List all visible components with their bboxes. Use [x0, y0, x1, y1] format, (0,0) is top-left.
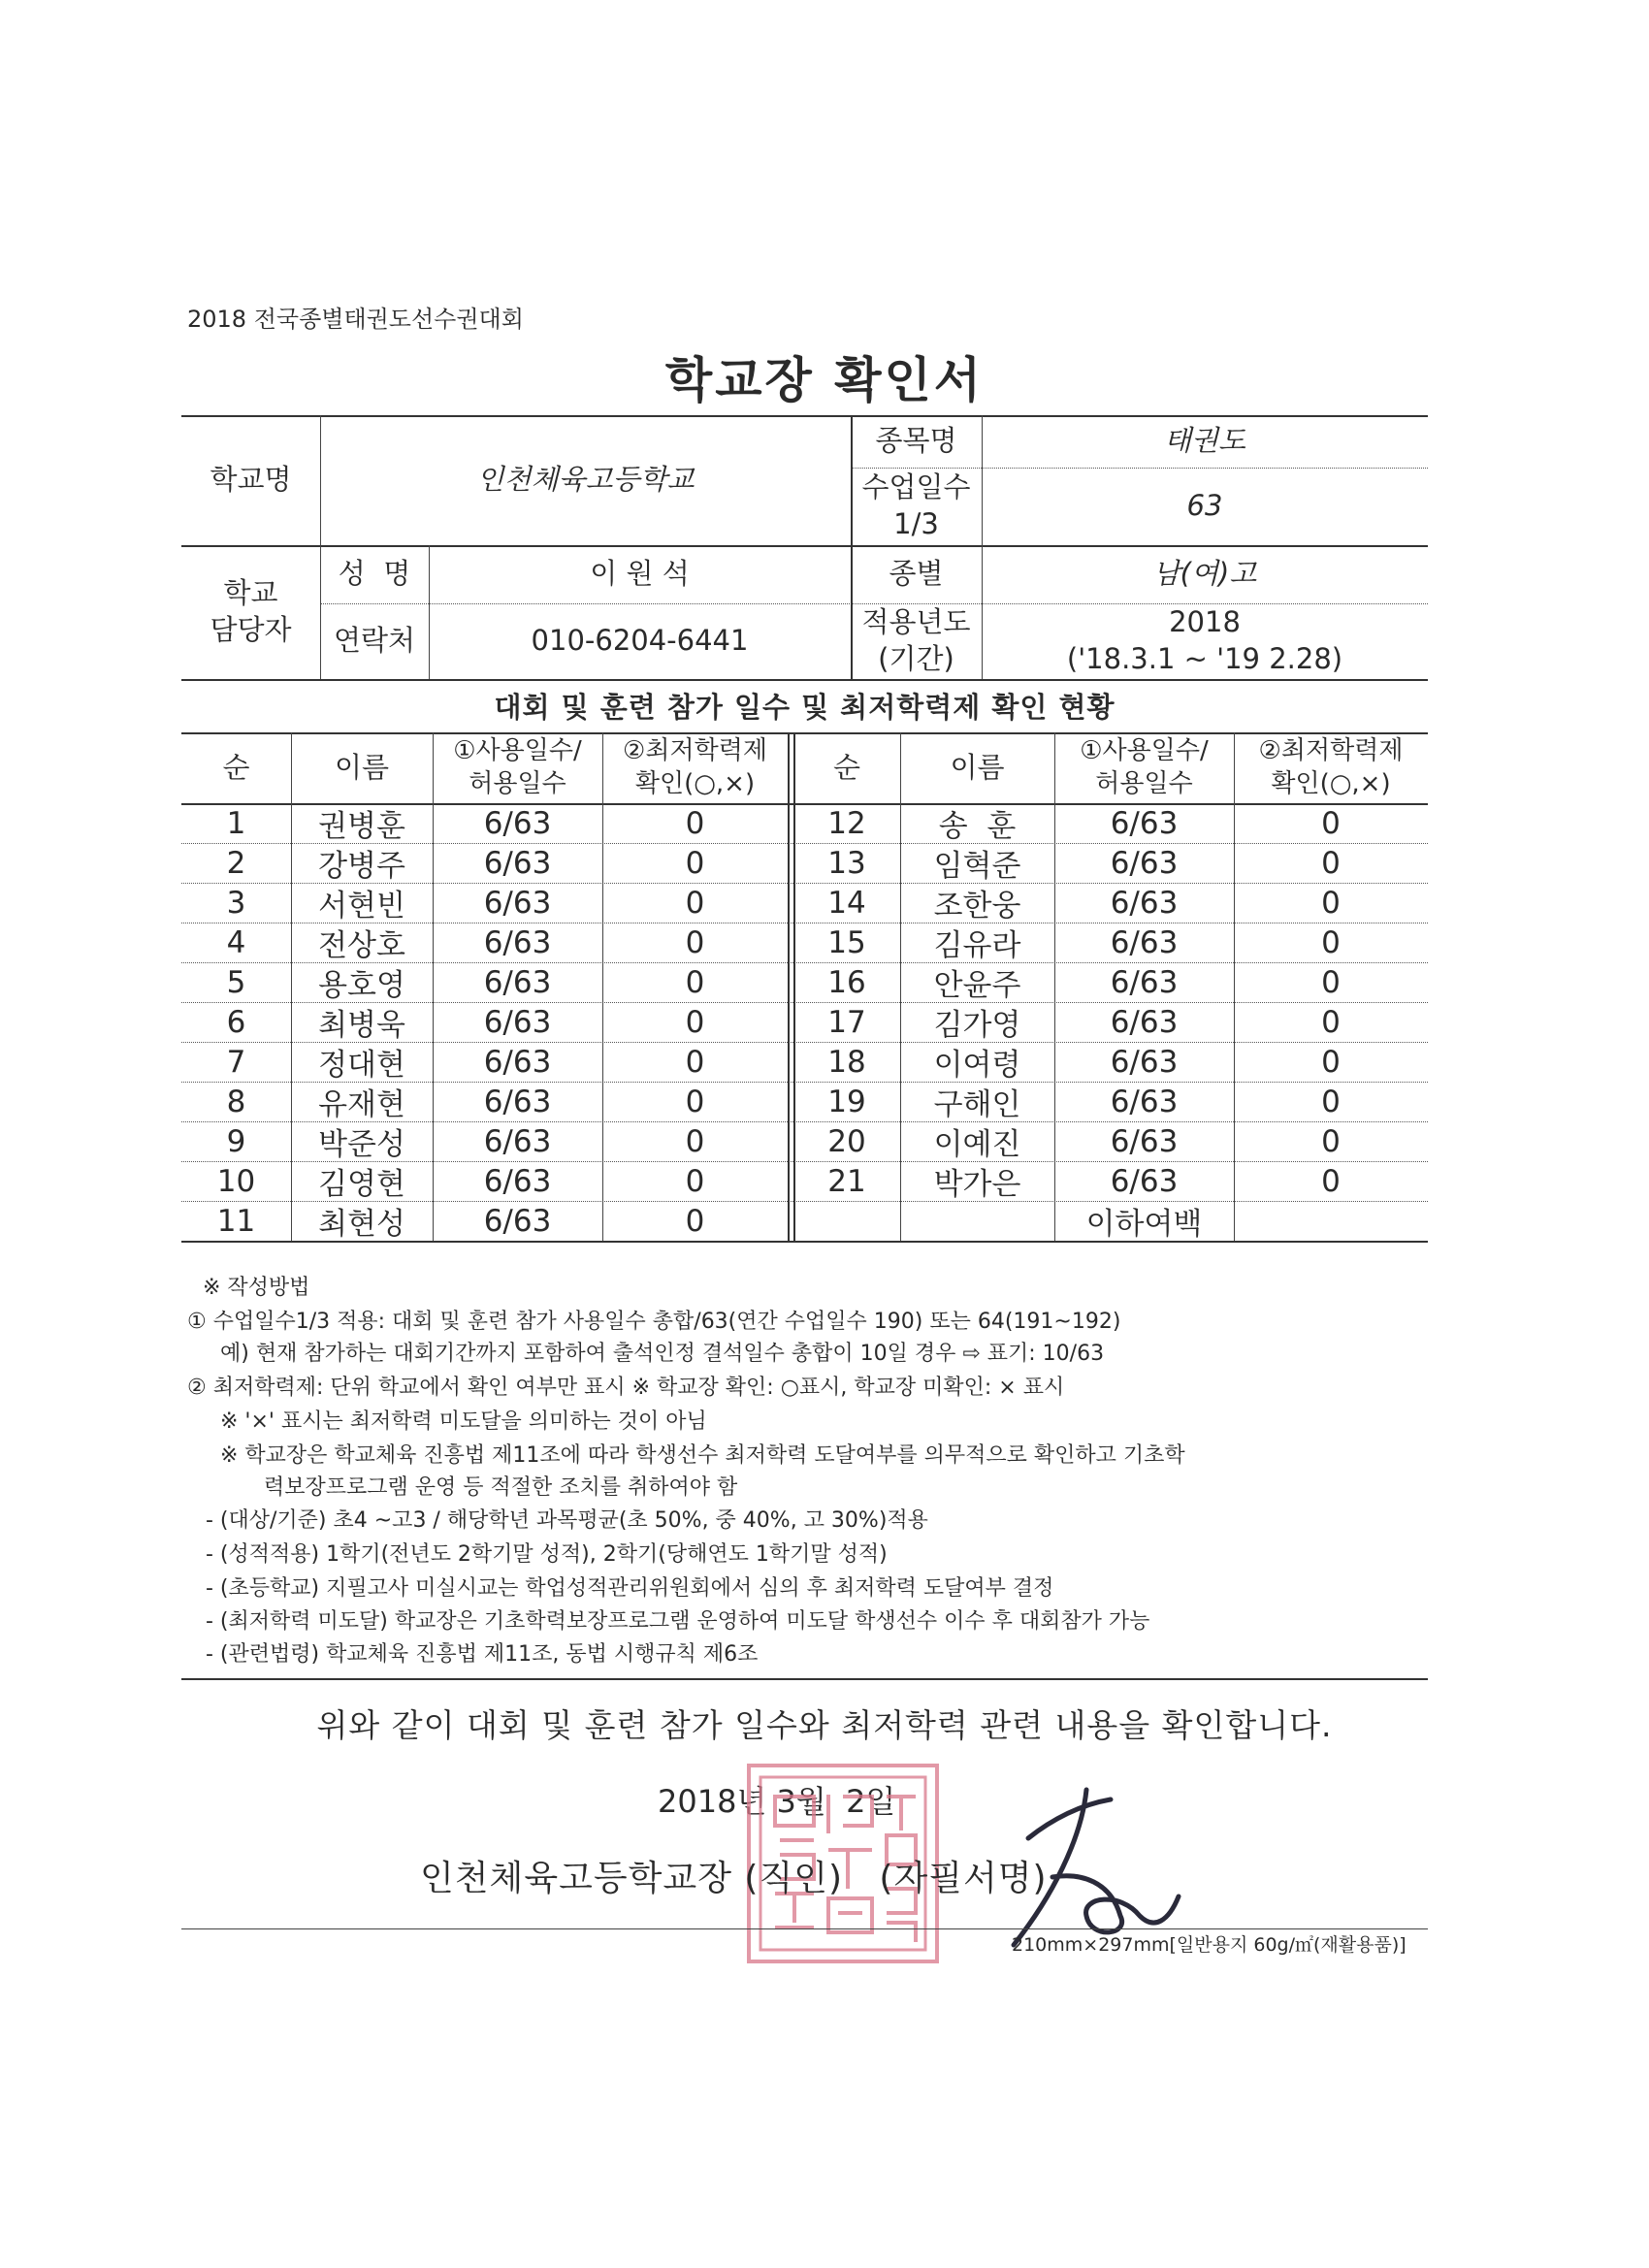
cell-used-left: 6/63 — [483, 885, 552, 921]
cell-name-right: 송 훈 — [938, 809, 1017, 844]
cell-no-right: 14 — [827, 885, 866, 921]
cell-check-right: 0 — [1321, 1004, 1341, 1040]
cell-name-left: 유재현 — [318, 1087, 405, 1122]
cell-no-left: 11 — [216, 1203, 256, 1239]
cell-check-right — [1234, 1201, 1428, 1241]
cell-check-left: 0 — [685, 1004, 705, 1040]
signatory-line: 인천체육고등학교장 (직인) (자필서명) — [420, 1859, 1048, 1898]
cell-no-left: 8 — [226, 1084, 246, 1119]
header-check-left: ②최저학력제 확인(○,×) — [623, 735, 767, 798]
cell-used-right: 6/63 — [1110, 1004, 1179, 1040]
cell-used-right: 6/63 — [1110, 1084, 1179, 1119]
cell-no-right — [793, 1201, 900, 1241]
cell-used-left: 6/63 — [483, 1163, 552, 1199]
note-line: - (대상/기준) 초4 ~고3 / 해당학년 과목평균(초 50%, 중 40%, 고 30%)적용 — [206, 1508, 928, 1533]
cell-check-left: 0 — [685, 885, 705, 921]
cell-name-left: 최현성 — [318, 1207, 405, 1242]
period-label: 적용년도 (기간) — [861, 605, 971, 675]
cell-no-left: 7 — [226, 1044, 246, 1080]
cell-no-right: 19 — [827, 1084, 866, 1119]
cell-used-left: 6/63 — [483, 1004, 552, 1040]
cell-check-right: 0 — [1321, 885, 1341, 921]
page-title: 학교장 확인서 — [664, 352, 985, 408]
cell-check-left: 0 — [685, 1163, 705, 1199]
cell-used-right: 이하여백 — [1085, 1207, 1203, 1242]
cell-used-right: 6/63 — [1110, 1163, 1179, 1199]
sport-value: 태권도 — [1163, 424, 1246, 458]
staff-label: 학교 담당자 — [210, 576, 292, 646]
cell-no-left: 3 — [226, 885, 246, 921]
note-line: ① 수업일수1/3 적용: 대회 및 훈련 참가 사용일수 총합/63(연간 수업일수 190) 또는 64(191~192) — [187, 1310, 1121, 1334]
name-label: 성 명 — [338, 557, 411, 591]
cell-name-right: 김유라 — [933, 928, 1021, 963]
note-line: - (성적적용) 1학기(전년도 2학기말 성적), 2학기(당해연도 1학기말 성적) — [206, 1542, 888, 1567]
footer-divider — [181, 1928, 1428, 1929]
cell-check-right: 0 — [1321, 1084, 1341, 1119]
classdays-label: 수업일수 1/3 — [861, 470, 971, 540]
note-line: 예) 현재 참가하는 대회기간까지 포함하여 출석인정 결석일수 총합이 10일 경우 ⇨ 표기: 10/63 — [220, 1342, 1105, 1366]
cell-name-left: 권병훈 — [318, 809, 405, 844]
cell-check-right: 0 — [1321, 1044, 1341, 1080]
cell-check-right: 0 — [1321, 805, 1341, 841]
cell-name-right: 박가은 — [933, 1167, 1021, 1202]
cell-no-right: 13 — [827, 845, 866, 881]
divider — [181, 1678, 1428, 1680]
cell-used-left: 6/63 — [483, 1084, 552, 1119]
cell-check-left: 0 — [685, 924, 705, 960]
cell-no-right: 17 — [827, 1004, 866, 1040]
cell-name-right: 안윤주 — [933, 968, 1021, 1003]
cell-check-right: 0 — [1321, 924, 1341, 960]
cell-used-left: 6/63 — [483, 1203, 552, 1239]
header-no-left: 순 — [222, 750, 250, 784]
cell-name-right: 임혁준 — [933, 849, 1021, 884]
cell-name-left: 박준성 — [318, 1127, 405, 1162]
cell-no-right: 18 — [827, 1044, 866, 1080]
cell-name-left: 강병주 — [318, 849, 405, 884]
cell-check-left: 0 — [685, 1203, 705, 1239]
contact-value: 010-6204-6441 — [531, 624, 749, 658]
cell-check-right: 0 — [1321, 845, 1341, 881]
cell-name-right: 구해인 — [933, 1087, 1021, 1122]
cell-no-left: 2 — [226, 845, 246, 881]
cell-used-right: 6/63 — [1110, 1123, 1179, 1159]
cell-check-left: 0 — [685, 964, 705, 1000]
cell-name-right: 이예진 — [933, 1127, 1021, 1162]
note-line: - (최저학력 미도달) 학교장은 기초학력보장프로그램 운영하여 미도달 학생선수 이수 후 대회참가 가능 — [206, 1609, 1150, 1634]
note-line: 력보장프로그램 운영 등 적절한 조치를 취하여야 함 — [264, 1475, 738, 1500]
cell-used-left: 6/63 — [483, 845, 552, 881]
note-line: - (관련법령) 학교체육 진흥법 제11조, 동법 시행규칙 제6조 — [206, 1642, 759, 1667]
cell-name-left: 서현빈 — [318, 889, 405, 923]
cell-no-left: 10 — [216, 1163, 256, 1199]
cell-check-left: 0 — [685, 1044, 705, 1080]
period-value: 2018 ('18.3.1 ~ '19 2.28) — [1066, 605, 1343, 675]
name-value: 이 원 석 — [590, 557, 690, 591]
header-no-right: 순 — [832, 750, 860, 784]
cell-name-left: 용호영 — [318, 968, 405, 1003]
cell-used-left: 6/63 — [483, 1044, 552, 1080]
classdays-value: 63 — [1186, 489, 1223, 523]
cell-used-right: 6/63 — [1110, 964, 1179, 1000]
header-used-right: ①사용일수/ 허용일수 — [1080, 735, 1209, 798]
cell-no-left: 1 — [226, 805, 246, 841]
cell-used-left: 6/63 — [483, 805, 552, 841]
cell-no-left: 9 — [226, 1123, 246, 1159]
cell-no-left: 6 — [226, 1004, 246, 1040]
confirmation-text: 위와 같이 대회 및 훈련 참가 일수와 최저학력 관련 내용을 확인합니다. — [316, 1706, 1333, 1744]
date: 2018년 3월 2일 — [658, 1783, 896, 1820]
cell-used-left: 6/63 — [483, 1123, 552, 1159]
event-name: 2018 전국종별태권도선수권대회 — [187, 306, 524, 333]
cell-name-right: 조한웅 — [933, 889, 1021, 923]
note-line: ※ 학교장은 학교체육 진흥법 제11조에 따라 학생선수 최저학력 도달여부를 의무적으로 확인하고 기초학 — [220, 1443, 1185, 1468]
cell-used-right: 6/63 — [1110, 885, 1179, 921]
cell-used-right: 6/63 — [1110, 805, 1179, 841]
cell-used-left: 6/63 — [483, 964, 552, 1000]
header-name-right: 이름 — [950, 750, 1005, 784]
cell-used-right: 6/63 — [1110, 924, 1179, 960]
notes-heading: ※ 작성방법 — [203, 1276, 310, 1300]
paper-spec: 210mm×297mm[일반용지 60g/㎡(재활용품)] — [1012, 1934, 1406, 1956]
header-check-right: ②최저학력제 확인(○,×) — [1258, 735, 1404, 798]
cell-check-left: 0 — [685, 1084, 705, 1119]
gender-label: 종별 — [889, 557, 944, 591]
cell-name-left: 전상호 — [318, 928, 405, 963]
contact-label: 연락처 — [333, 624, 416, 658]
gender-value: 남(여)고 — [1152, 557, 1257, 591]
sport-label: 종목명 — [875, 424, 957, 458]
cell-no-right: 20 — [827, 1123, 866, 1159]
note-line: ※ '×' 표시는 최저학력 미도달을 의미하는 것이 아님 — [220, 1409, 707, 1434]
cell-no-left: 5 — [226, 964, 246, 1000]
roster-title: 대회 및 훈련 참가 일수 및 최저학력제 확인 현황 — [494, 691, 1116, 724]
header-used-left: ①사용일수/ 허용일수 — [453, 735, 582, 798]
cell-check-left: 0 — [685, 1123, 705, 1159]
cell-used-right: 6/63 — [1110, 845, 1179, 881]
cell-used-left: 6/63 — [483, 924, 552, 960]
cell-name-left: 최병욱 — [318, 1008, 405, 1043]
cell-used-right: 6/63 — [1110, 1044, 1179, 1080]
note-line: - (초등학교) 지필고사 미실시교는 학업성적관리위원회에서 심의 후 최저학력 도달여부 결정 — [206, 1576, 1054, 1601]
cell-no-right: 15 — [827, 924, 866, 960]
cell-check-right: 0 — [1321, 964, 1341, 1000]
cell-check-right: 0 — [1321, 1123, 1341, 1159]
cell-name-left: 정대현 — [318, 1048, 405, 1083]
cell-no-right: 21 — [827, 1163, 866, 1199]
note-line: ② 최저학력제: 단위 학교에서 확인 여부만 표시 ※ 학교장 확인: ○표시, 학교장 미확인: × 표시 — [187, 1376, 1065, 1400]
header-name-left: 이름 — [334, 750, 390, 784]
cell-no-right: 16 — [827, 964, 866, 1000]
cell-no-left: 4 — [226, 924, 246, 960]
cell-name-right: 이여령 — [933, 1048, 1021, 1083]
cell-check-left: 0 — [685, 805, 705, 841]
cell-name-left: 김영현 — [318, 1167, 405, 1202]
cell-no-right: 12 — [827, 805, 866, 841]
cell-name-right: 김가영 — [933, 1008, 1021, 1043]
cell-name-right — [900, 1201, 1054, 1241]
cell-check-left: 0 — [685, 845, 705, 881]
school-value: 인천체육고등학교 — [476, 463, 695, 497]
school-label: 학교명 — [210, 463, 292, 497]
cell-check-right: 0 — [1321, 1163, 1341, 1199]
